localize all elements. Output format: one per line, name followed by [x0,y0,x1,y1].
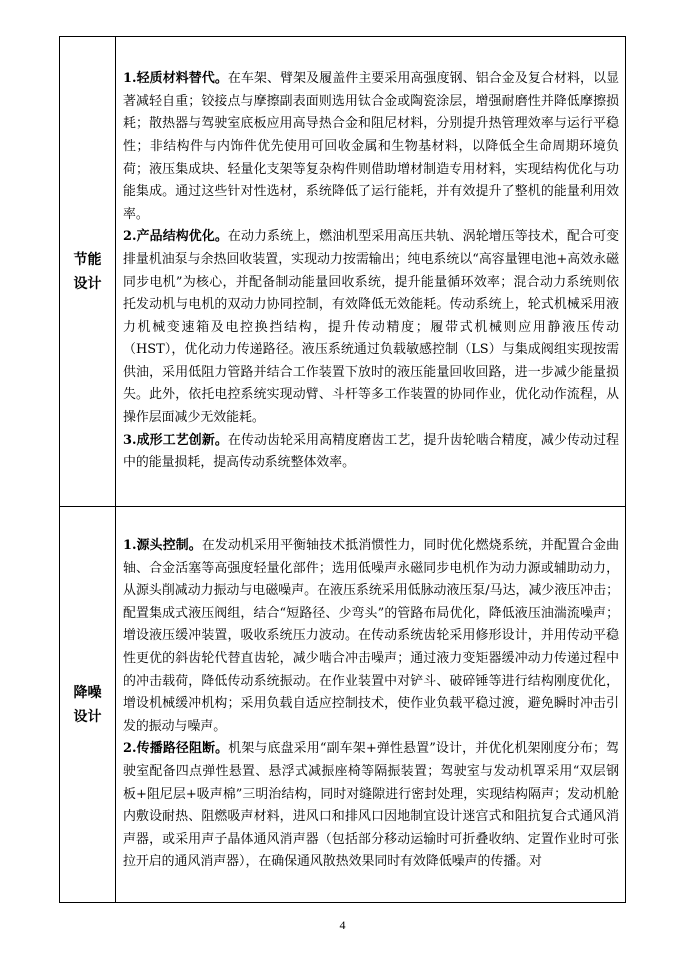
row-label-line: 降噪 [73,684,102,701]
row-content-noise-reduction [116,507,626,903]
row-label-noise-reduction [60,507,116,903]
paragraph-text: 在发动机采用平衡轴技术抵消惯性力，同时优化燃烧系统，并配置合金曲轴、合金活塞等高强度轻量化部件；选用低噪声永磁同步电机作为动力源或辅助动力，从源头削减动力振动与电磁噪声。在液压系统采用低脉动液压泵/马达，减少液压冲击；配置集成式液压阀组，结合“短路径、少弯头”的管路布局优化，降低液压油湍流噪声；增设液压缓冲装置，吸收系统压力波动。在传动系统齿轮采用修形设计，并用传动平稳性更优的斜齿轮代替直齿轮，减少啮合冲击噪声；通过液力变矩器缓冲动力传递过程中的冲击载荷，降低传动系统振动。在作业装置中对铲斗、破碎锤等进行结构刚度优化，增设机械缓冲机构；采用负载自适应控制技术，使作业负载平稳过渡，避免瞬时冲击引发的振动与噪声。 [123,538,620,734]
paragraph-heading: 3.成形工艺创新。 [123,432,228,448]
table-row-energy-saving [60,37,626,507]
paragraph-text: 在传动齿轮采用高精度磨齿工艺，提升齿轮啮合精度，减少传动过程中的能量损耗，提高传动系统整体效率。 [123,432,619,471]
paragraph [123,430,619,475]
paragraph-heading: 2.传播路径阻断。 [123,741,229,757]
document-table [59,36,626,903]
paragraph [123,738,619,874]
paragraph-text: 机架与底盘采用“副车架+弹性悬置”设计，并优化机架刚度分布；驾驶室配备四点弹性悬置、悬浮式减振座椅等隔振装置；驾驶室与发动机罩采用“双层钢板+阻尼层+吸声棉”三明治结构，同时对缝隙进行密封处理，实现结构隔声；发动机舱内敷设耐热、阻燃吸声材料，进风口和排风口因地制宜设计迷宫式和阻抗复合式通风消声器，或采用声子晶体通风消声器（包括部分移动运输时可折叠收纳、定置作业时可张拉开启的通风消声器），在确保通风散热效果同时有效降低噪声的传播。对 [123,741,619,870]
paragraph-heading: 2.产品结构优化。 [123,229,228,245]
paragraph [123,226,619,429]
row-label-line: 设计 [73,275,102,292]
row-content-energy-saving [116,37,626,507]
row-label-energy-saving [60,37,116,507]
paragraph-heading: 1.源头控制。 [123,538,202,554]
page-number: 4 [339,918,346,932]
paragraph-heading: 1.轻质材料替代。 [123,71,228,87]
row-label-line: 节能 [73,251,102,268]
paragraph [123,535,619,738]
table-row-noise-reduction [60,507,626,903]
row-label-line: 设计 [73,708,102,725]
paragraph-text: 在动力系统上，燃油机型采用高压共轨、涡轮增压等技术，配合可变排量机油泵与余热回收装置，实现动力按需输出；纯电系统以“高容量锂电池+高效永磁同步电机”为核心，并配备制动能量回收系统，提升能量循环效率；混合动力系统则依托发动机与电机的双动力协同控制，有效降低无效能耗。传动系统上，轮式机械采用液力机械变速箱及电控换挡结构，提升传动精度；履带式机械则应用静液压传动（HST），优化动力传递路径。液压系统通过负载敏感控制（LS）与集成阀组实现按需供油，采用低阻力管路并结合工作装置下放时的液压能量回收回路，进一步减少能量损失。此外，依托电控系统实现动臂、斗杆等多工作装置的协同作业，优化动作流程，从操作层面减少无效能耗。 [123,229,619,426]
paragraph-text: 在车架、臂架及履盖件主要采用高强度钢、铝合金及复合材料，以显著减轻自重；铰接点与摩擦副表面则选用钛合金或陶瓷涂层，增强耐磨性并降低摩擦损耗；散热器与驾驶室底板应用高导热合金和阻尼材料，分别提升热管理效率与运行平稳性；非结构件与内饰件优先使用可回收金属和生物基材料，以降低全生命周期环境负荷；液压集成块、轻量化支架等复杂构件则借助增材制造专用材料，实现结构优化与功能集成。通过这些针对性选材，系统降低了运行能耗，并有效提升了整机的能量利用效率。 [123,71,619,222]
paragraph [123,68,619,226]
